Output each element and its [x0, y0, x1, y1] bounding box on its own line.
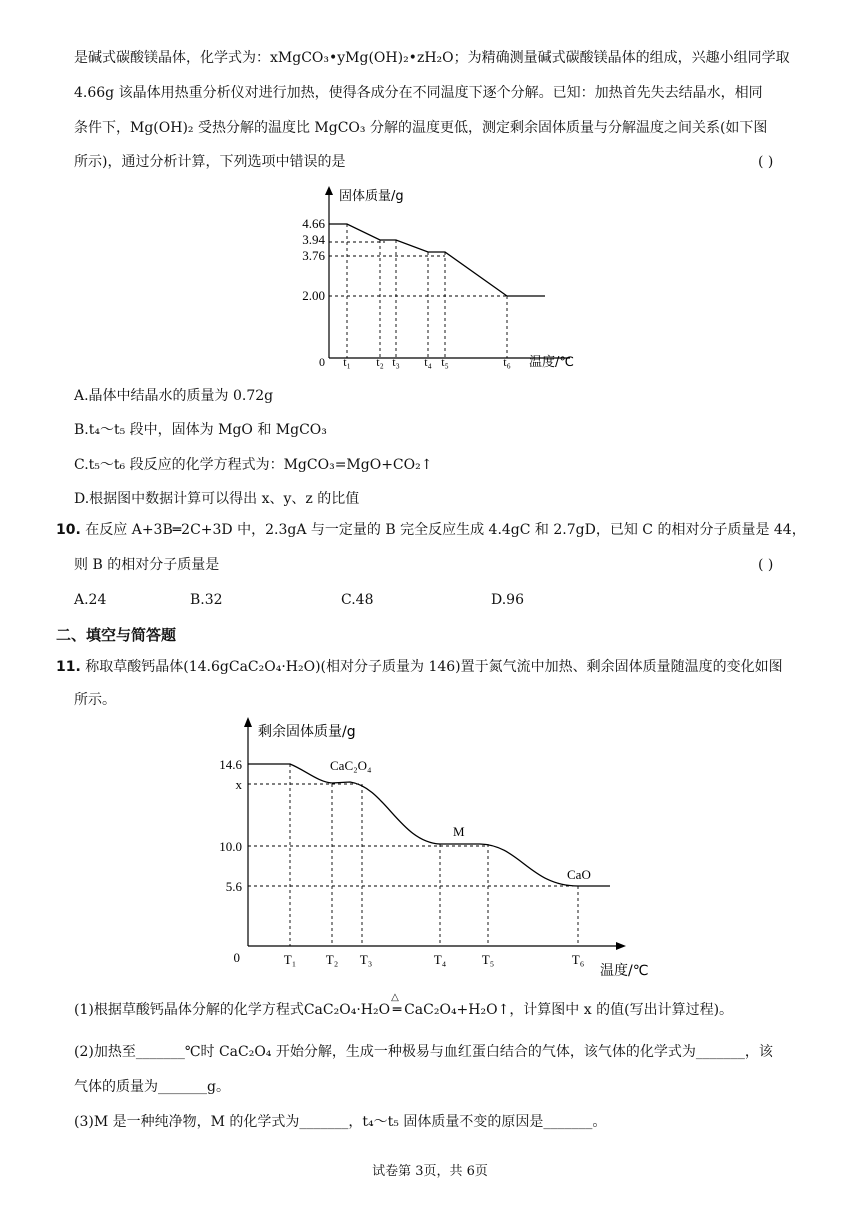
q11-sub1-pre: (1)根据草酸钙晶体分解的化学方程式 [74, 1002, 304, 1018]
q10-option-d: D.96 [491, 592, 524, 608]
q11-text-1: 称取草酸钙晶体(14.6gCaC₂O₄·H₂O)(相对分子质量为 146)置于氮气流中加热、剩余固体质量随温度的变化如图 [85, 659, 783, 675]
chart2-series-line [248, 764, 610, 886]
chart-2 [200, 712, 670, 984]
chart1-ytick: 3.94 [302, 232, 325, 247]
chart1-origin: 0 [319, 355, 325, 369]
chart2-xtick: T₄ [433, 952, 447, 967]
q9-option-b: B.t₄～t₅ 段中，固体为 MgO 和 MgCO₃ [74, 422, 327, 438]
chart2-xtick: T₅ [481, 952, 495, 967]
q10-option-b: B.32 [190, 592, 223, 608]
q10-line-2: 则 B 的相对分子质量是 [74, 557, 220, 573]
chart2-xtick: T₆ [571, 952, 585, 967]
q11-sub1-product: CaC₂O₄+H₂O↑ [404, 1002, 510, 1018]
q9-line-4: 所示)，通过分析计算，下列选项中错误的是 [74, 154, 346, 170]
q11-sub1-reactant: CaC₂O₄·H₂O [303, 1002, 391, 1018]
q11-line-2: 所示。 [74, 692, 116, 708]
chart1-xtick: t₂ [376, 355, 384, 369]
chart2-xtick: T₂ [325, 952, 339, 967]
chart1-xtick: t₄ [424, 355, 432, 369]
chart2-annotation-m: M [453, 824, 465, 839]
q9-line-3: 条件下，Mg(OH)₂ 受热分解的温度比 MgCO₃ 分解的温度更低，测定剩余固体质量与分解温度之间关系(如下图 [74, 120, 768, 136]
chart1-ytick: 2.00 [302, 288, 325, 303]
q10-text-1: 在反应 A+3B═2C+3D 中，2.3gA 与一定量的 B 完全反应生成 4.4gC 和 2.7gD，已知 C 的相对分子质量是 44， [85, 522, 806, 538]
equals-sign: ═ [392, 1002, 402, 1018]
chart1-ytick: 4.66 [302, 216, 325, 231]
chart1-guides [329, 224, 507, 358]
chart1-xtick: t₅ [441, 355, 449, 369]
chart1-y-arrow [325, 186, 333, 195]
q9-answer-paren: ( ) [758, 154, 774, 170]
section-2-title: 二、填空与简答题 [56, 626, 177, 644]
chart-1 [285, 180, 595, 375]
q10-option-a: A.24 [74, 592, 107, 608]
q10-number: 10. [56, 522, 81, 538]
chart2-ytick: 14.6 [219, 757, 242, 772]
chart2-xtick: T₁ [283, 952, 297, 967]
chart1-series-line [329, 224, 545, 296]
chart2-x-label: 温度/℃ [600, 963, 649, 979]
q10-answer-paren: ( ) [758, 557, 774, 573]
q9-line-2: 4.66g 该晶体用热重分析仪对进行加热，使得各成分在不同温度下逐个分解。已知：加热首先失去结晶水，相同 [74, 85, 763, 101]
q11-sub1-heat: △ [391, 992, 399, 1003]
chart2-annotation-cao: CaO [567, 867, 591, 882]
q11-number: 11. [56, 659, 81, 675]
chart2-ytick: 5.6 [225, 879, 242, 894]
chart2-y-arrow [244, 717, 252, 727]
q11-sub1-post: ，计算图中 x 的值(写出计算过程)。 [509, 1002, 734, 1018]
chart2-origin: 0 [233, 950, 240, 965]
chart2-y-label: 剩余固体质量/g [258, 724, 356, 740]
chart1-xtick: t₆ [503, 355, 511, 369]
chart2-ytick: x [235, 777, 242, 792]
chart1-ytick: 3.76 [302, 248, 325, 263]
q11-sub3: (3)M 是一种纯净物，M 的化学式为_______，t₄～t₅ 固体质量不变的原因是_______。 [74, 1114, 607, 1130]
q11-sub2-line-2: 气体的质量为_______g。 [74, 1079, 230, 1095]
q11-sub2-line-1: (2)加热至_______℃时 CaC₂O₄ 开始分解，生成一种极易与血红蛋白结合的气体，该气体的化学式为_______，该 [74, 1044, 773, 1060]
chart2-annotation-cac2o4: CaC₂O₄ [330, 758, 372, 773]
page-footer: 试卷第 3页，共 6页 [372, 1164, 488, 1179]
q10-line-1 [56, 520, 806, 540]
chart2-xtick: T₃ [359, 952, 373, 967]
q9-option-c: C.t₅～t₆ 段反应的化学方程式为：MgCO₃=MgO+CO₂↑ [74, 457, 433, 473]
chart1-y-label: 固体质量/g [339, 189, 404, 204]
chart1-xtick: t₃ [392, 355, 400, 369]
chart1-xtick: t₁ [343, 355, 351, 369]
q9-option-a: A.晶体中结晶水的质量为 0.72g [74, 388, 274, 404]
chart2-ytick: 10.0 [219, 839, 242, 854]
q9-option-d: D.根据图中数据计算可以得出 x、y、z 的比值 [74, 491, 360, 507]
q10-option-c: C.48 [341, 592, 374, 608]
chart2-x-arrow [616, 942, 626, 950]
q11-line-1 [56, 657, 783, 677]
q9-line-1: 是碱式碳酸镁晶体，化学式为：xMgCO₃•yMg(OH)₂•zH₂O；为精确测量碱式碳酸镁晶体的组成，兴趣小组同学取 [74, 50, 790, 66]
q11-sub1 [74, 992, 734, 1020]
chart2-guides [248, 764, 578, 946]
q11-sub1-arrow [390, 992, 404, 1020]
chart1-x-label: 温度/℃ [529, 355, 574, 370]
